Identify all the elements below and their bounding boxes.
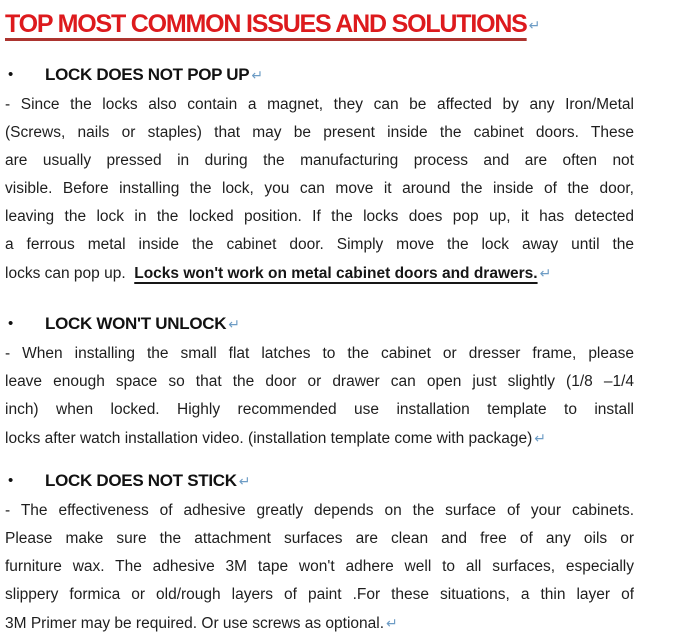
return-mark-icon: ↵	[228, 316, 240, 332]
section-heading: LOCK DOES NOT STICK	[45, 471, 237, 490]
body-line: leave enough space so that the door or drawer can open just slightly (1/8 –1/4	[5, 373, 634, 390]
return-mark-icon: ↵	[528, 17, 541, 33]
body-line	[5, 609, 634, 637]
section-lock-wont-unlock	[5, 311, 634, 452]
body-line: - The effectiveness of adhesive greatly depends on the surface of your cabinets.	[5, 502, 634, 519]
body-line: a ferrous metal inside the cabinet door. Simply move the lock away until the	[5, 236, 634, 253]
body-line	[5, 259, 634, 287]
body-line: inch) when locked. Highly recommended use installation template to install	[5, 401, 634, 418]
section-lock-does-not-stick	[5, 468, 634, 637]
body-line: visible. Before installing the lock, you can move it around the inside of the door,	[5, 180, 634, 197]
body-line: - When installing the small flat latches to the cabinet or dresser frame, please	[5, 345, 634, 362]
body-line: are usually pressed in during the manufacturing process and are often not	[5, 152, 634, 169]
body-line: Please make sure the attachment surfaces are clean and free of any oils or	[5, 530, 634, 547]
body-text: locks can pop up.	[5, 265, 135, 282]
body-text: 3M Primer may be required. Or use screws as optional.	[5, 615, 385, 632]
section-heading-row	[5, 311, 634, 337]
section-body	[5, 497, 634, 637]
section-body	[5, 340, 634, 452]
section-heading-row	[5, 468, 634, 494]
return-mark-icon: ↵	[238, 473, 251, 489]
return-mark-icon: ↵	[251, 67, 264, 83]
document-title-line	[5, 6, 634, 46]
document-title: TOP MOST COMMON ISSUES AND SOLUTIONS	[5, 10, 527, 38]
body-line: slippery formica or old/rough layers of paint .For these situations, a thin layer of	[5, 586, 634, 603]
body-line: furniture wax. The adhesive 3M tape won't adhere well to all surfaces, especially	[5, 558, 634, 575]
body-line: - Since the locks also contain a magnet, they can be affected by any Iron/Metal	[5, 96, 634, 113]
section-body	[5, 91, 634, 287]
bullet-icon: •	[8, 66, 14, 83]
section-heading: LOCK DOES NOT POP UP	[45, 65, 250, 84]
emphasized-warning-text: Locks won't work on metal cabinet doors and drawers.	[134, 265, 538, 282]
section-heading: LOCK WON'T UNLOCK	[45, 314, 227, 333]
return-mark-icon: ↵	[386, 615, 398, 631]
return-mark-icon: ↵	[534, 430, 546, 446]
section-lock-does-not-pop-up	[5, 62, 634, 287]
return-mark-icon: ↵	[539, 265, 552, 281]
bullet-icon: •	[8, 315, 14, 332]
body-line: leaving the lock in the locked position. If the locks does pop up, it has detected	[5, 208, 634, 225]
bullet-icon: •	[8, 472, 14, 489]
body-line	[5, 424, 634, 452]
body-text: locks after watch installation video. (installation template come with package)	[5, 430, 533, 447]
section-heading-row	[5, 62, 634, 88]
body-line: (Screws, nails or staples) that may be present inside the cabinet doors. These	[5, 124, 634, 141]
